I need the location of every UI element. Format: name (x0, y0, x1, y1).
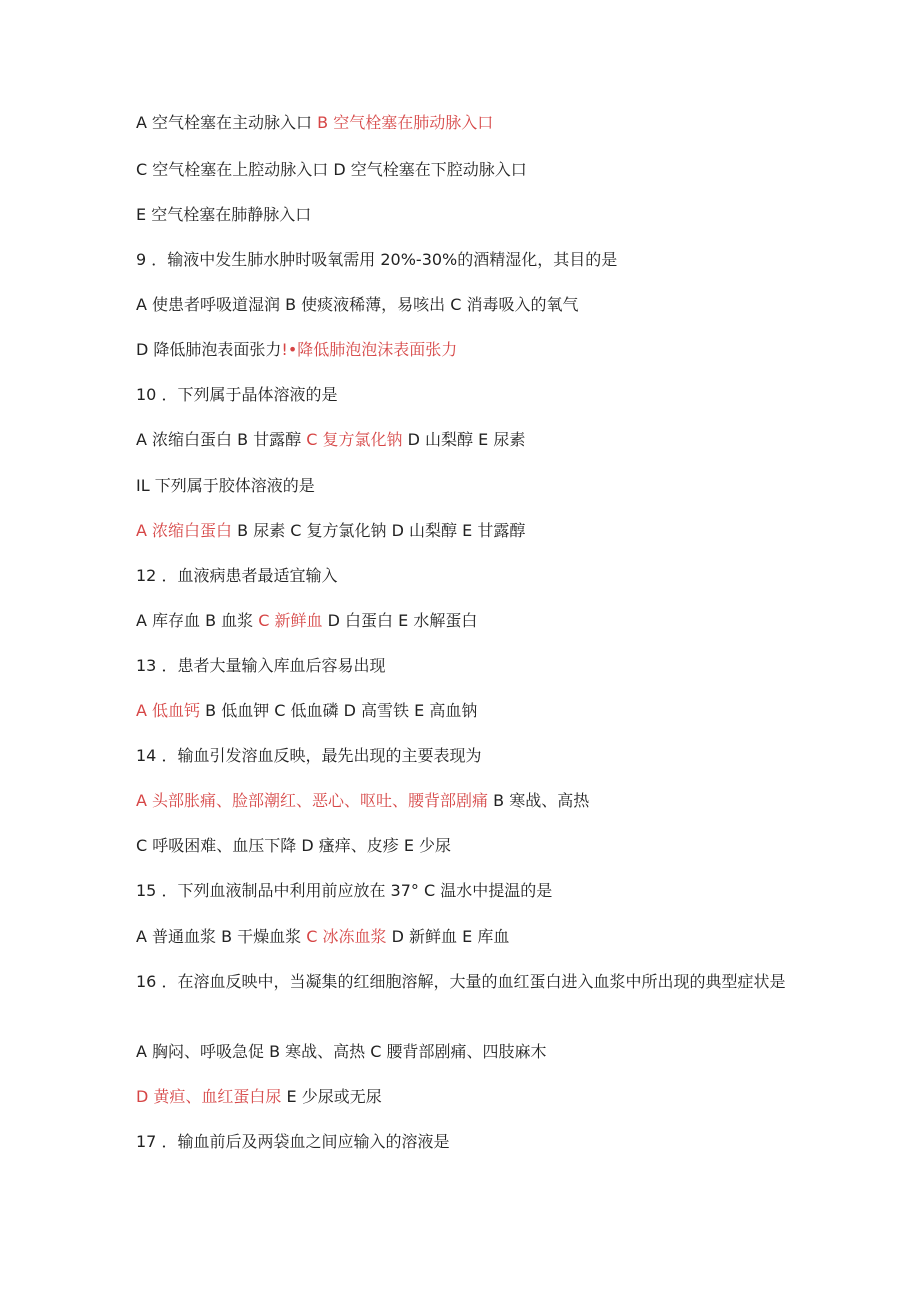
text-span: 16 ．在溶血反映中，当凝集的红细胞溶解，大量的血红蛋白进入血浆中所出现的典型症状是 (136, 972, 786, 991)
highlighted-answer: C 复方氯化钠 (306, 430, 403, 449)
question-line (136, 655, 796, 677)
question-line (136, 565, 796, 587)
text-span: D 新鲜血 E 库血 (386, 927, 510, 946)
question-line (136, 249, 796, 271)
highlighted-answer: A 浓缩白蛋白 (136, 521, 233, 540)
text-line (136, 339, 796, 361)
text-line (136, 700, 796, 722)
question-line (136, 1131, 796, 1153)
text-span: IL 下列属于胶体溶液的是 (136, 476, 315, 495)
text-span: 13 ．患者大量输入库血后容易出现 (136, 656, 386, 675)
text-span: D 山梨醇 E 尿素 (402, 430, 526, 449)
text-span: A 浓缩白蛋白 B 甘露醇 (136, 430, 307, 449)
question-line (136, 880, 796, 902)
question-line (136, 971, 786, 993)
text-span: E 空气栓塞在肺静脉入口 (136, 205, 312, 224)
text-span: 12 ．血液病患者最适宜输入 (136, 566, 338, 585)
highlighted-answer: C 新鲜血 (258, 611, 323, 630)
text-line (136, 610, 796, 632)
text-line (136, 1041, 796, 1063)
text-span: D 白蛋白 E 水解蛋白 (322, 611, 478, 630)
highlighted-answer: A 头部胀痛、脸部潮红、恶心、呕吐、腰背部剧痛 (136, 791, 489, 810)
text-span: A 库存血 B 血浆 (136, 611, 259, 630)
text-line (136, 112, 796, 134)
text-span: 15 ．下列血液制品中利用前应放在 37° C 温水中提温的是 (136, 881, 553, 900)
highlighted-answer: !•降低肺泡泡沫表面张力 (281, 340, 458, 359)
text-line (136, 204, 796, 226)
question-line (136, 475, 796, 497)
text-span: 10 ．下列属于晶体溶液的是 (136, 385, 338, 404)
text-span: C 呼吸困难、血压下降 D 瘙痒、皮疹 E 少尿 (136, 836, 452, 855)
text-span: A 使患者呼吸道湿润 B 使痰液稀薄，易咳出 C 消毒吸入的氧气 (136, 295, 579, 314)
text-span: 9 ．输液中发生肺水肿时吸氧需用 20%-30%的酒精湿化，其目的是 (136, 250, 618, 269)
text-span: A 普通血浆 B 干燥血浆 (136, 927, 307, 946)
text-span: C 空气栓塞在上腔动脉入口 D 空气栓塞在下腔动脉入口 (136, 160, 527, 179)
text-span: 14 ．输血引发溶血反映，最先出现的主要表现为 (136, 746, 482, 765)
text-span: B 低血钾 C 低血磷 D 高雪铁 E 高血钠 (200, 701, 478, 720)
highlighted-answer: C 冰冻血浆 (306, 927, 387, 946)
text-span: A 胸闷、呼吸急促 B 寒战、高热 C 腰背部剧痛、四肢麻木 (136, 1042, 547, 1061)
question-line (136, 384, 796, 406)
text-span: D 降低肺泡表面张力 (136, 340, 282, 359)
text-line (136, 294, 796, 316)
text-span: 17 ．输血前后及两袋血之间应输入的溶液是 (136, 1132, 450, 1151)
text-span: E 少尿或无尿 (281, 1087, 382, 1106)
highlighted-answer: D 黄疸、血红蛋白尿 (136, 1087, 282, 1106)
text-line (136, 790, 796, 812)
text-span: A 空气栓塞在主动脉入口 (136, 113, 318, 132)
text-line (136, 429, 796, 451)
text-line (136, 1086, 796, 1108)
text-line (136, 835, 796, 857)
text-line (136, 159, 796, 181)
highlighted-answer: B 空气栓塞在肺动脉入口 (317, 113, 494, 132)
text-line (136, 520, 796, 542)
question-line (136, 745, 796, 767)
text-span: B 寒战、高热 (488, 791, 590, 810)
text-span: B 尿素 C 复方氯化钠 D 山梨醇 E 甘露醇 (232, 521, 526, 540)
text-line (136, 926, 796, 948)
highlighted-answer: A 低血钙 (136, 701, 201, 720)
